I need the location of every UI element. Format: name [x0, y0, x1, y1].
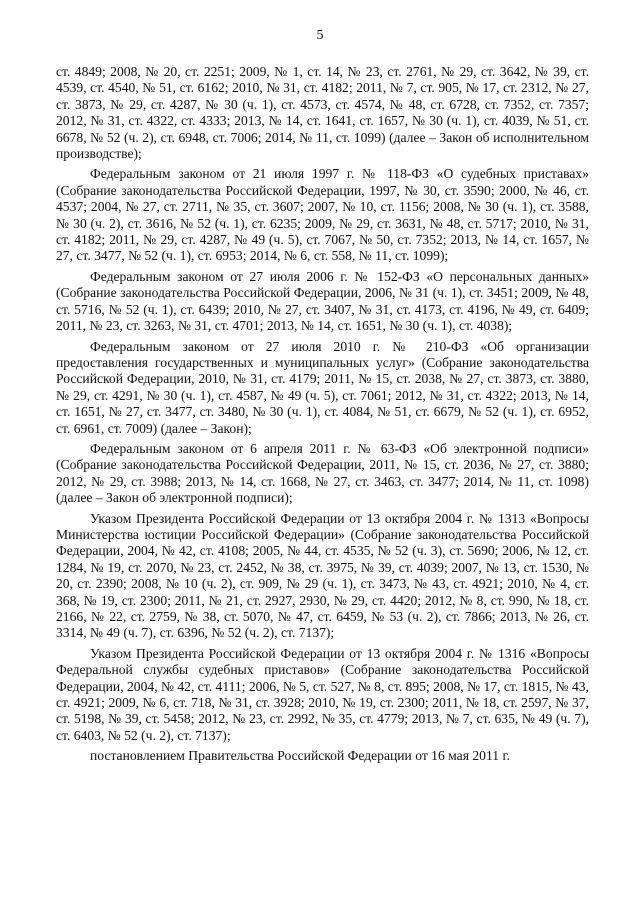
- page-number: 5: [316, 28, 324, 43]
- paragraph-electronic-signature-law: Федеральным законом от 6 апреля 2011 г. № 63-ФЗ «Об электронной подписи» (Собрание законодательства Российской Федерации, 2011, № 15, ст. 2036, № 27, ст. 3880; 2012, № 29, ст. 3988; 2013, № 14, ст. 1668, № 27, ст. 3463, ст. 3477; 2014, № 11, ст. 1098) (далее – Закон об электронной подписи);: [56, 440, 589, 506]
- paragraph-enforcement-law-continuation: ст. 4849; 2008, № 20, ст. 2251; 2009, № 1, ст. 14, № 23, ст. 2761, № 29, ст. 3642, № 39, ст. 4539, ст. 4540, № 51, ст. 6162; 2010, № 31, ст. 4182; 2011, № 7, ст. 905, № 17, ст. 2312, № 27, ст. 3873, № 29, ст. 4287, № 30 (ч. 1), ст. 4573, ст. 4574, № 48, ст. 6728, ст. 7352, ст. 7357; 2012, № 31, ст. 4322, ст. 4333; 2013, № 14, ст. 1641, ст. 1657, № 30 (ч. 1), ст. 4039, № 51, ст. 6678, № 52 (ч. 2), ст. 6948, ст. 7006; 2014, № 11, ст. 1099) (далее – Закон об исполнительном производстве);: [56, 64, 589, 162]
- paragraph-government-resolution: постановлением Правительства Российской Федерации от 16 мая 2011 г.: [90, 748, 510, 764]
- paragraph-public-services-law: Федеральным законом от 27 июля 2010 г. № 210-ФЗ «Об организации предоставления государственных и муниципальных услуг» (Собрание законодательства Российской Федерации, 2010, № 31, ст. 4179; 2011, № 15, ст. 2038, № 27, ст. 3873, ст. 3880, № 29, ст. 4291, № 30 (ч. 1), ст. 4587, № 49 (ч. 5), ст. 7061; 2012, № 31, ст. 4322; 2013, № 14, ст. 1651, № 27, ст. 3477, ст. 3480, № 30 (ч. 1), ст. 4084, № 51, ст. 6679, № 52 (ч. 1), ст. 6952, ст. 6961, ст. 7009) (далее – Закон);: [56, 338, 589, 436]
- paragraph-bailiffs-law: Федеральным законом от 21 июля 1997 г. № 118-ФЗ «О судебных приставах» (Собрание законодательства Российской Федерации, 1997, № 30, ст. 3590; 2000, № 46, ст. 4537; 2004, № 27, ст. 2711, № 35, ст. 3607; 2007, № 10, ст. 1156; 2008, № 30 (ч. 1), ст. 3588, № 30 (ч. 2), ст. 3616, № 52 (ч. 1), ст. 6235; 2009, № 29, ст. 3631, № 48, ст. 5717; 2010, № 31, ст. 4182; 2011, № 29, ст. 4287, № 49 (ч. 5), ст. 7067, № 50, ст. 7352; 2013, № 14, ст. 1657, № 27, ст. 3477, № 52 (ч. 1), ст. 6953; 2014, № 6, ст. 558, № 11, ст. 1099);: [56, 166, 589, 264]
- document-body: [56, 64, 589, 769]
- paragraph-decree-1313: Указом Президента Российской Федерации от 13 октября 2004 г. № 1313 «Вопросы Министерства юстиции Российской Федерации» (Собрание законодательства Российской Федерации, 2004, № 42, ст. 4108; 2005, № 44, ст. 4535, № 52 (ч. 3), ст. 5690; 2006, № 12, ст. 1284, № 19, ст. 2070, № 23, ст. 2452, № 38, ст. 3975, № 39, ст. 4039; 2007, № 13, ст. 1530, № 20, ст. 2390; 2008, № 10 (ч. 2), ст. 909, № 29 (ч. 1), ст. 3473, № 43, ст. 4921; 2010, № 4, ст. 368, № 19, ст. 2300; 2011, № 21, ст. 2927, 2930, № 29, ст. 4420; 2012, № 8, ст. 990, № 18, ст. 2166, № 22, ст. 2759, № 38, ст. 5070, № 47, ст. 6459, № 53 (ч. 2), ст. 7866; 2013, № 26, ст. 3314, № 49 (ч. 7), ст. 6396, № 52 (ч. 2), ст. 7137);: [56, 510, 589, 641]
- paragraph-personal-data-law: Федеральным законом от 27 июля 2006 г. № 152-ФЗ «О персональных данных» (Собрание законодательства Российской Федерации, 2006, № 31 (ч. 1), ст. 3451; 2009, № 48, ст. 5716, № 52 (ч. 1), ст. 6439; 2010, № 27, ст. 3407, № 31, ст. 4173, ст. 4196, № 49, ст. 6409; 2011, № 23, ст. 3263, № 31, ст. 4701; 2013, № 14, ст. 1651, № 30 (ч. 1), ст. 4038);: [56, 268, 589, 334]
- paragraph-decree-1316: Указом Президента Российской Федерации от 13 октября 2004 г. № 1316 «Вопросы Федеральной службы судебных приставов» (Собрание законодательства Российской Федерации, 2004, № 42, ст. 4111; 2006, № 5, ст. 527, № 8, ст. 895; 2008, № 17, ст. 1815, № 43, ст. 4921; 2009, № 6, ст. 718, № 31, ст. 3928; 2010, № 19, ст. 2300; 2011, № 18, ст. 2597, № 37, ст. 5198, № 39, ст. 5458; 2012, № 23, ст. 2992, № 35, ст. 4779; 2013, № 7, ст. 635, № 49 (ч. 7), ст. 6403, № 52 (ч. 2), ст. 7137);: [56, 645, 589, 743]
